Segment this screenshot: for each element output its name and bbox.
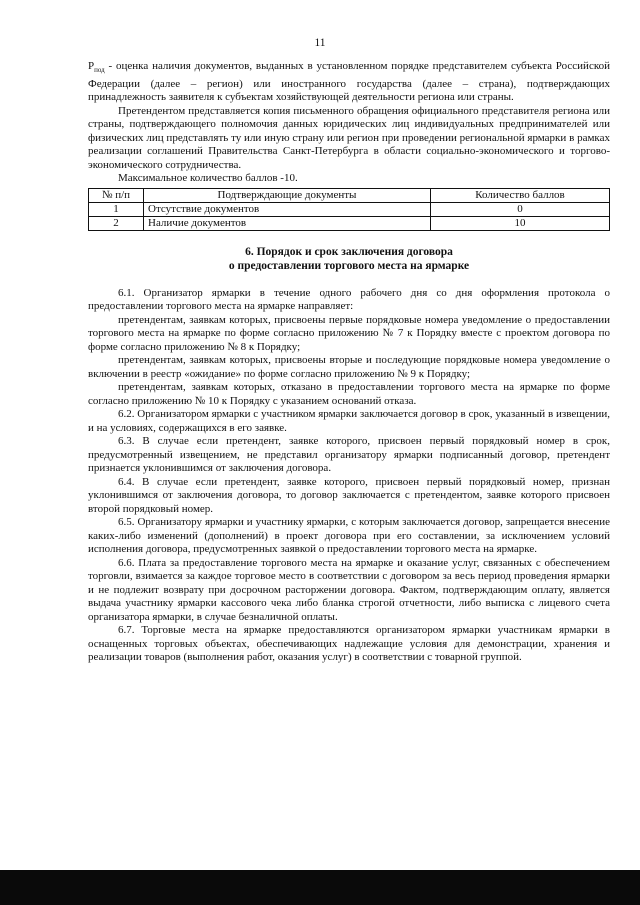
score-table — [88, 188, 610, 231]
paragraph-6-1: 6.1. Организатор ярмарки в течение одного рабочего дня со дня оформления протокола о предоставлении торгового места на ярмарке направляет: — [88, 286, 610, 313]
section-heading — [88, 245, 610, 273]
cell-number: 1 — [89, 202, 144, 216]
paragraph-6-1-c: претендентам, заявкам которых, отказано в предоставлении торгового места на ярмарке по форме согласно приложению № 10 к Порядку с указанием оснований отказа. — [88, 381, 610, 407]
header-number: № п/п — [89, 188, 144, 202]
cell-score: 0 — [431, 202, 610, 216]
paragraph-6-6: 6.6. Плата за предоставление торгового места на ярмарке и оказание услуг, связанных с обеспечением торговли, взимается за каждое торговое место в соответствии с договором за весь период проведения ярмарки и не подлежит возврату при досрочном расторжении договора. Фактом, подтверждающим оплату, является выдача участнику ярмарки кассового чека либо бланка строгой отчетности, либо выписка с лицевого счета организатора ярмарки, в случае безналичной оплаты. — [88, 556, 610, 623]
cell-score: 10 — [431, 216, 610, 230]
max-score-text: Максимальное количество баллов -10. — [118, 172, 298, 185]
paragraph-representative-letter: Претендентом представляется копия письменного обращения официального представителя региона или страны, подтверждающего полномочия данных юридических лиц индивидуальных предпринимателей или физических лиц представлять ту или иную страну или регион при проведении региональной ярмарки в рамках реализации соглашений Правительства Санкт-Петербурга в области социально-экономического и торгово-экономического сотрудничества. — [88, 104, 610, 171]
document-body — [88, 60, 610, 665]
cell-document: Наличие документов — [144, 216, 431, 230]
section-heading-line-2: о предоставлении торгового места на ярмарке — [228, 259, 470, 272]
cell-document: Отсутствие документов — [144, 202, 431, 216]
page-number: 11 — [314, 37, 326, 49]
symbol: $P_{под}$ — [88, 60, 105, 75]
paragraph-6-4: 6.4. В случае если претендент, заявке которого, присвоен первый порядковый номер, признан уклонившимся от заключения договора, то договор заключается с претендентом, заявке которого присвоен второй порядковый номер. — [88, 475, 610, 515]
header-documents: Подтверждающие документы — [144, 188, 431, 202]
paragraph-symbol-definition: $P_{под}$ - оценка наличия документов, выданных в установленном порядке представителем субъекта Российской Федерации (далее – регион) или иностранного государства (далее – страна), подтверждающих принадлежность заявителя к субъектам хозяйствующей деятельности региона или страны. — [88, 60, 610, 104]
paragraph-6-5: 6.5. Организатору ярмарки и участнику ярмарки, с которым заключается договор, запрещается внесение каких-либо изменений (дополнений) в проект договора при его составлении, за исключением условий исполнения договора, предусмотренных заявкой о предоставлении торгового места на ярмарке. — [88, 516, 610, 556]
table-row — [89, 216, 610, 230]
paragraph-6-2: 6.2. Организатором ярмарки с участником ярмарки заключается договор в срок, указанный в извещении, и на условиях, содержащихся в его заявке. — [88, 408, 610, 434]
header-score: Количество баллов — [431, 188, 610, 202]
paragraph-6-1-b: претендентам, заявкам которых, присвоены вторые и последующие порядковые номера уведомление о включении в реестр «ожидание» по форме согласно приложению № 9 к Порядку; — [88, 354, 610, 380]
table-row — [89, 202, 610, 216]
paragraph-6-3: 6.3. В случае если претендент, заявке которого, присвоен первый порядковый номер в срок, предусмотренный извещением, не представил организатору ярмарки подписанный договор, претендент признается уклонившимся от заключения договора. — [88, 435, 610, 475]
paragraph-6-1-a: претендентам, заявкам которых, присвоены первые порядковые номера уведомление о предоставлении торгового места на ярмарке по форме согласно приложению № 7 к Порядку вместе с проектом договора по форме согласно приложению № 8 к Порядку; — [88, 313, 610, 353]
section-heading-line-1: 6. Порядок и срок заключения договора — [245, 245, 453, 258]
table-header-row — [89, 188, 610, 202]
scan-bottom-edge — [0, 870, 640, 905]
paragraph-6-7: 6.7. Торговые места на ярмарке предоставляются организатором ярмарки участникам ярмарки в оснащенных торговых объектах, обеспечивающих надлежащие условия для демонстрации, хранения и реализации товаров (выполнения работ, оказания услуг) в соответствии с товарной группой. — [88, 624, 610, 664]
cell-number: 2 — [89, 216, 144, 230]
